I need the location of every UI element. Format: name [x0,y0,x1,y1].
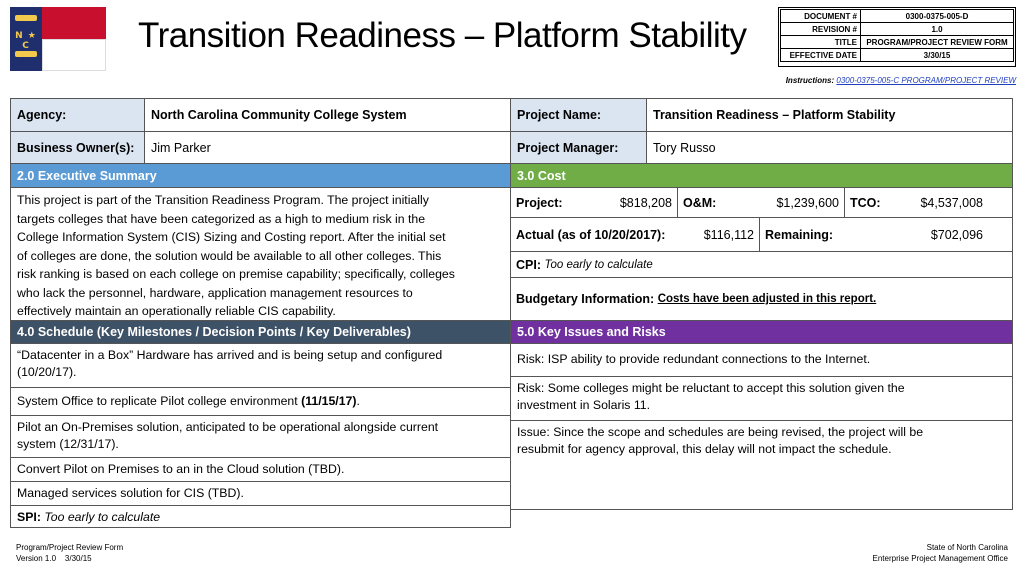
om-cost-cell [678,188,845,217]
cpi-row [511,252,1012,278]
remaining-cell [760,218,1012,251]
actual-value: $116,112 [703,227,754,242]
actual-cell [511,218,760,251]
instructions-link[interactable]: 0300-0375-005-C PROGRAM/PROJECT REVIEW [836,76,1016,85]
schedule-item: “Datacenter in a Box” Hardware has arrived and is being setup and configured (10/20/17). [11,344,510,388]
actual-row [511,218,1012,252]
schedule-item: Managed services solution for CIS (TBD). [11,482,510,506]
spi-row [11,506,510,528]
left-panel [10,98,511,528]
budgetary-label: Budgetary Information: [516,292,655,306]
footer-right: State of North Carolina Enterprise Project Management Office [872,543,1008,563]
remaining-value: $702,096 [930,227,983,242]
business-owner-label: Business Owner(s): [11,132,145,163]
budgetary-row [511,278,1012,320]
business-owner-value: Jim Parker [151,140,211,155]
executive-summary-text [17,191,504,321]
effective-date-label: EFFECTIVE DATE [781,49,861,62]
issue-item: Issue: Since the scope and schedules are being revised, the project will be resubmit for agency approval, this delay will not impact the schedule. [517,425,924,456]
right-panel [510,98,1013,510]
executive-summary-heading: 2.0 Executive Summary [11,164,510,188]
revision-label: REVISION # [781,23,861,36]
instructions-label: Instructions: [785,76,835,85]
om-cost-value: $1,239,600 [776,195,839,210]
schedule-item: Pilot an On-Premises solution, anticipated to be operational alongside current system (12/31/17). [11,416,510,458]
cpi-label: CPI: [516,257,541,272]
flag-letters: N ★ C [15,31,37,51]
project-cost-value: $818,208 [619,195,672,210]
schedule-item: System Office to replicate Pilot college environment (11/15/17). [11,388,510,416]
summary-line: This project is part of the Transition Readiness Program. The project initially [17,193,429,207]
doc-number-value: 0300-0375-005-D [861,10,1014,23]
effective-date-value: 3/30/15 [861,49,1014,62]
tco-cell [845,188,1012,217]
tco-value: $4,537,008 [920,195,983,210]
business-owner-row [11,132,510,164]
om-cost-label: O&M: [683,195,717,210]
doc-info-table [780,9,1014,62]
agency-row [11,99,510,132]
revision-value: 1.0 [861,23,1014,36]
nc-flag-logo [10,7,106,71]
cpi-value: Too early to calculate [544,258,653,271]
project-manager-row [511,132,1012,164]
tco-label: TCO: [850,195,881,210]
project-name-row [511,99,1012,132]
cost-heading: 3.0 Cost [511,164,1012,188]
schedule-item: Convert Pilot on Premises to an in the Cloud solution (TBD). [11,458,510,482]
budgetary-value: Costs have been adjusted in this report. [657,293,877,305]
project-name-value: Transition Readiness – Platform Stability [653,108,896,122]
summary-line: who lack the personnel, hardware, application management resources to [17,285,413,300]
doc-number-label: DOCUMENT # [781,10,861,23]
schedule-heading: 4.0 Schedule (Key Milestones / Decision Points / Key Deliverables) [11,320,510,344]
summary-line: targets colleges that have been categorized as a high to medium risk in the [17,211,426,226]
project-manager-label: Project Manager: [511,132,647,163]
title-value: PROGRAM/PROJECT REVIEW FORM [861,36,1014,49]
summary-line: of colleges are done, the solution would be available to all other colleges. This [17,248,442,263]
summary-line: effectively maintain an operationally reliable CIS capability. [17,304,336,318]
summary-line: College Information System (CIS) Sizing and Costing report. After the initial set [17,230,446,244]
agency-value: North Carolina Community College System [151,108,407,122]
project-cost-cell [511,188,678,217]
page-title: Transition Readiness – Platform Stability [138,16,747,55]
issue-item: Risk: ISP ability to provide redundant connections to the Internet. [511,344,1012,377]
issues-heading: 5.0 Key Issues and Risks [511,320,1012,344]
spi-value: Too early to calculate [44,510,161,524]
actual-label: Actual (as of 10/20/2017): [516,227,666,242]
project-name-label: Project Name: [511,99,647,131]
project-cost-label: Project: [516,195,563,210]
footer-left: Program/Project Review Form Version 1.0 3/30/15 [16,543,124,563]
spi-label: SPI: [17,510,41,524]
remaining-label: Remaining: [765,227,834,242]
cost-totals-row [511,188,1012,218]
instructions [786,76,1016,85]
project-manager-value: Tory Russo [653,140,716,155]
summary-line: risk ranking is based on each college on premise capability; specifically, colleges [17,267,455,281]
agency-label: Agency: [11,99,145,131]
issue-item: Risk: Some colleges might be reluctant to accept this solution given the investment in Solaris 11. [511,377,1012,421]
title-label: TITLE [781,36,861,49]
